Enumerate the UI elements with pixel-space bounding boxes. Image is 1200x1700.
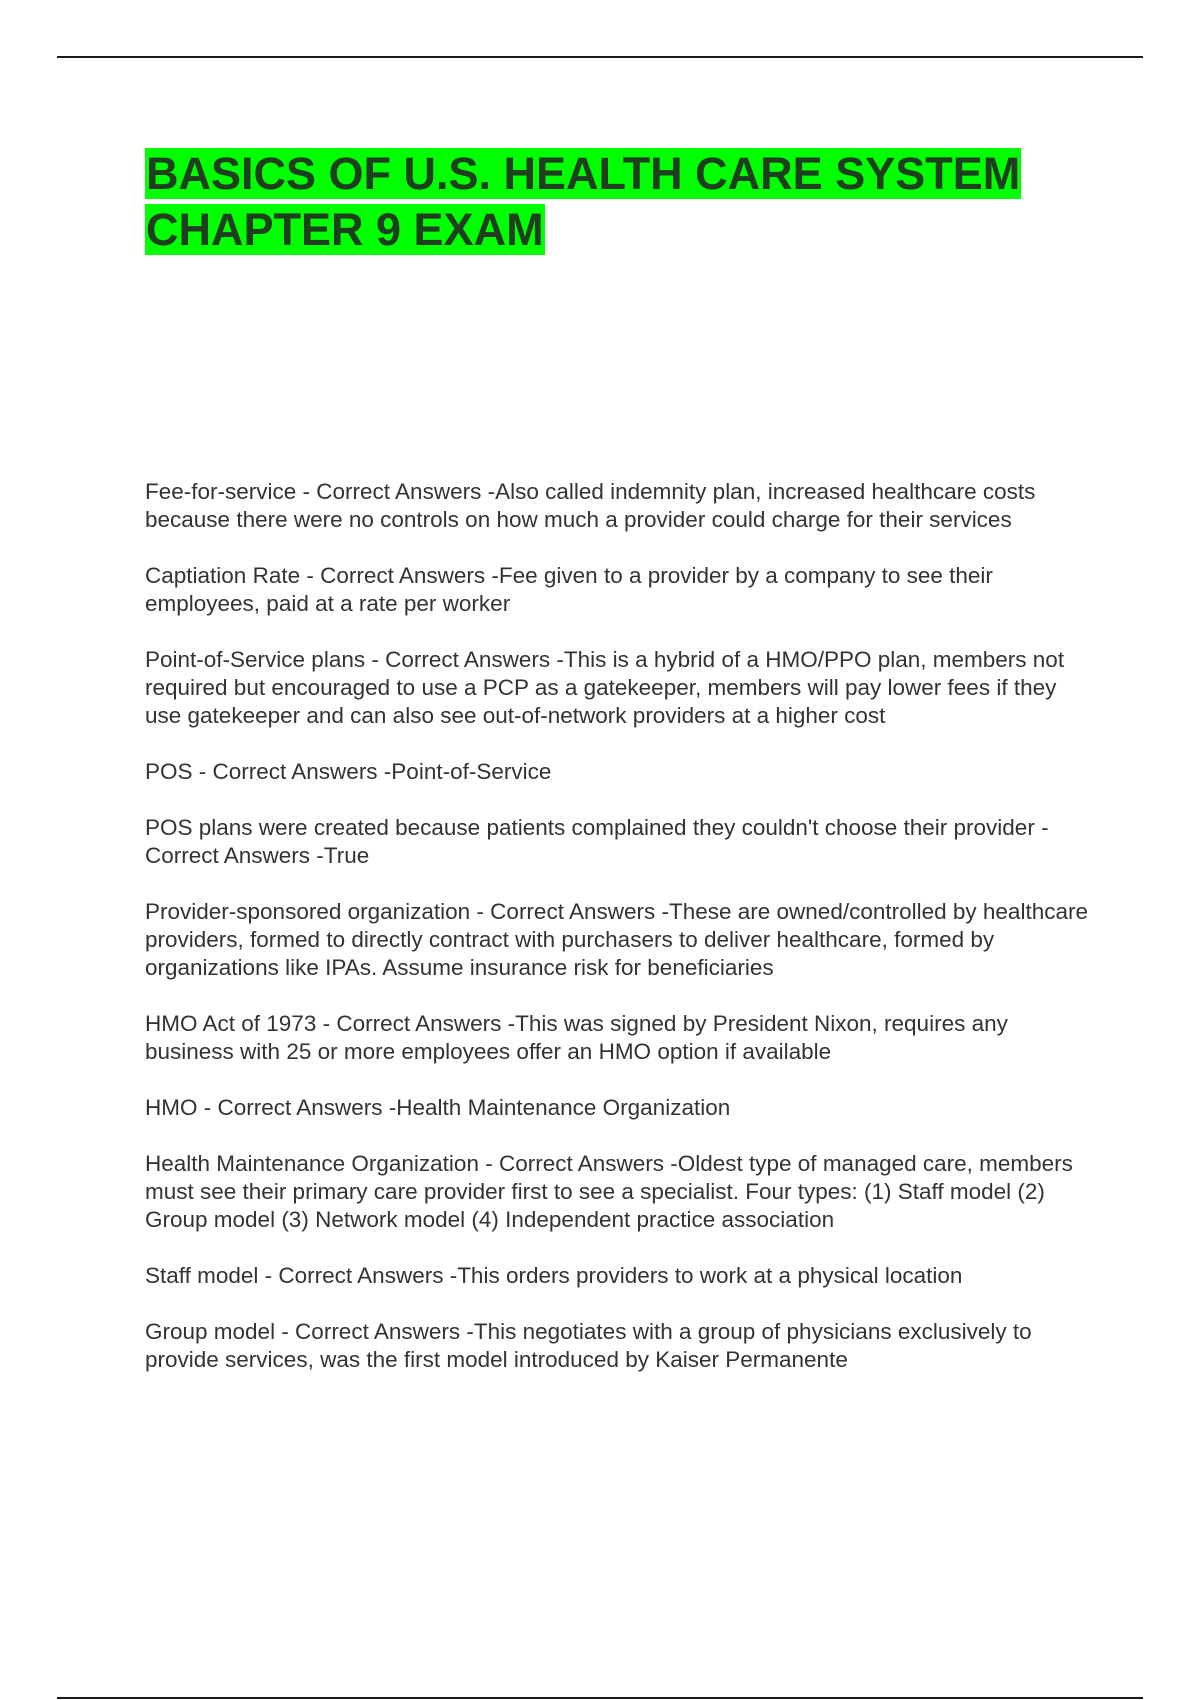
qa-item-group-model: Group model - Correct Answers -This negotiates with a group of physicians exclusively to provide services, was the first model introduced by Kaiser Permanente xyxy=(145,1319,1032,1372)
qa-item-staff-model: Staff model - Correct Answers -This orders providers to work at a physical location xyxy=(145,1263,963,1288)
qa-item-provider-sponsored-organization: Provider-sponsored organization - Correct Answers -These are owned/controlled by healthcare providers, formed to directly contract with purchasers to deliver healthcare, formed by organizations like IPAs. Assume insurance risk for beneficiaries xyxy=(145,899,1088,980)
qa-item-captiation-rate: Captiation Rate - Correct Answers -Fee given to a provider by a company to see their employees, paid at a rate per worker xyxy=(145,563,993,616)
page-title xyxy=(145,146,1105,258)
top-rule xyxy=(57,56,1143,58)
title-line-1: BASICS OF U.S. HEALTH CARE SYSTEM xyxy=(146,148,1021,199)
title-line-2: CHAPTER 9 EXAM xyxy=(146,204,544,255)
qa-list xyxy=(145,478,1090,1402)
qa-item-health-maintenance-organization: Health Maintenance Organization - Correct Answers -Oldest type of managed care, members must see their primary care provider first to see a specialist. Four types: (1) Staff model (2) Group model (3) Network model (4) Independent practice association xyxy=(145,1151,1073,1232)
qa-item-fee-for-service: Fee-for-service - Correct Answers -Also called indemnity plan, increased healthcare costs because there were no controls on how much a provider could charge for their services xyxy=(145,479,1036,532)
qa-item-pos-plans-created: POS plans were created because patients complained they couldn't choose their provider - Correct Answers -True xyxy=(145,815,1049,868)
qa-item-point-of-service-plans: Point-of-Service plans - Correct Answers -This is a hybrid of a HMO/PPO plan, members not required but encouraged to use a PCP as a gatekeeper, members will pay lower fees if they use gatekeeper and can also see out-of-network providers at a higher cost xyxy=(145,647,1065,728)
qa-item-hmo-act-1973: HMO Act of 1973 - Correct Answers -This was signed by President Nixon, requires any business with 25 or more employees offer an HMO option if available xyxy=(145,1011,1008,1064)
bottom-rule xyxy=(57,1697,1143,1699)
qa-item-hmo: HMO - Correct Answers -Health Maintenance Organization xyxy=(145,1095,731,1120)
qa-item-pos: POS - Correct Answers -Point-of-Service xyxy=(145,759,552,784)
